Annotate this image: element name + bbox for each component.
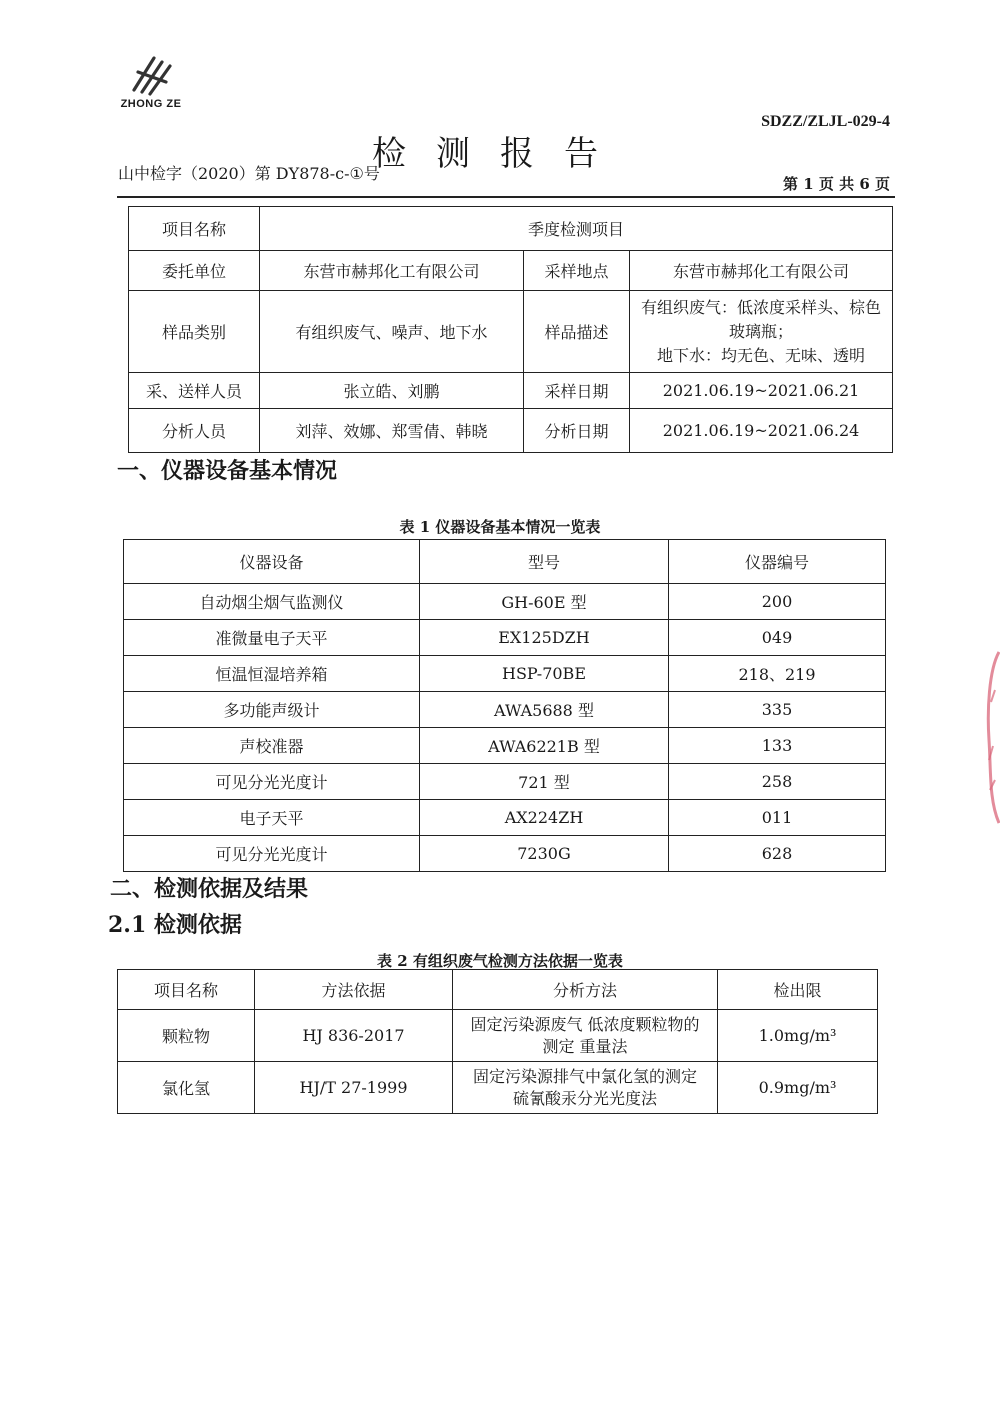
instrument-number-cell: 218、219 <box>669 656 886 692</box>
analyst-value: 刘萍、效娜、郑雪倩、韩晓 <box>260 409 524 453</box>
sampling-site-label: 采样地点 <box>524 251 630 291</box>
instrument-name-cell: 可见分光光度计 <box>124 764 420 800</box>
instrument-number-cell: 258 <box>669 764 886 800</box>
sampler-label: 采、送样人员 <box>129 373 260 409</box>
sample-desc-label: 样品描述 <box>524 291 630 373</box>
page-indicator: 第 1 页 共 6 页 <box>783 175 890 193</box>
sampler-value: 张立皓、刘鹏 <box>260 373 524 409</box>
section2-heading: 二、检测依据及结果 <box>110 876 309 902</box>
seal-stamp-fragment <box>983 650 1000 825</box>
model-cell: AWA6221B 型 <box>420 728 669 764</box>
table-row <box>124 836 886 872</box>
sample-desc-line2: 地下水：均无色、无味、透明 <box>657 345 866 365</box>
sample-type-value: 有组织废气、噪声、地下水 <box>260 291 524 373</box>
t1-header-number: 仪器编号 <box>669 540 886 584</box>
instrument-name-cell: 多功能声级计 <box>124 692 420 728</box>
instrument-name-cell: 准微量电子天平 <box>124 620 420 656</box>
instrument-name-cell: 自动烟尘烟气监测仪 <box>124 584 420 620</box>
table-row <box>124 800 886 836</box>
client-label: 委托单位 <box>129 251 260 291</box>
table-row <box>124 584 886 620</box>
t2-header-basis: 方法依据 <box>255 970 453 1010</box>
instrument-number-cell: 335 <box>669 692 886 728</box>
model-cell: HSP-70BE <box>420 656 669 692</box>
project-name-label: 项目名称 <box>129 207 260 251</box>
sampling-site-value: 东营市赫邦化工有限公司 <box>630 251 893 291</box>
table1-caption: 表 1 仪器设备基本情况一览表 <box>399 518 601 536</box>
analysis-date-value: 2021.06.19~2021.06.24 <box>630 409 893 453</box>
analysis-date-label: 分析日期 <box>524 409 630 453</box>
instrument-name-cell: 电子天平 <box>124 800 420 836</box>
model-cell: GH-60E 型 <box>420 584 669 620</box>
item-name-cell: 氯化氢 <box>118 1062 255 1114</box>
instrument-name-cell: 可见分光光度计 <box>124 836 420 872</box>
instrument-number-cell: 049 <box>669 620 886 656</box>
model-cell: AX224ZH <box>420 800 669 836</box>
table-row <box>124 728 886 764</box>
sample-desc-line1: 有组织废气：低浓度采样头、棕色玻璃瓶； <box>641 297 882 341</box>
t1-header-model: 型号 <box>420 540 669 584</box>
analysis-method-cell: 固定污染源排气中氯化氢的测定 硫氰酸汞分光光度法 <box>453 1062 718 1114</box>
sample-type-label: 样品类别 <box>129 291 260 373</box>
company-logo <box>112 52 192 116</box>
table2-caption: 表 2 有组织废气检测方法依据一览表 <box>377 952 623 970</box>
item-name-cell: 颗粒物 <box>118 1010 255 1062</box>
detection-limit-cell: 1.0mg/m³ <box>718 1010 878 1062</box>
table-row <box>124 620 886 656</box>
model-cell: 721 型 <box>420 764 669 800</box>
report-number: 山中检字（2020）第 DY878-c-①号 <box>118 164 380 183</box>
t2-header-item: 项目名称 <box>118 970 255 1010</box>
instrument-number-cell: 200 <box>669 584 886 620</box>
section2-1-heading: 2.1 检测依据 <box>108 912 242 938</box>
client-value: 东营市赫邦化工有限公司 <box>260 251 524 291</box>
table-row <box>118 1062 878 1114</box>
page-title: 检测报告 <box>372 134 628 174</box>
document-code: SDZZ/ZLJL-029-4 <box>761 113 890 130</box>
logo-mark-icon <box>112 52 192 98</box>
table-row <box>124 692 886 728</box>
model-cell: EX125DZH <box>420 620 669 656</box>
instrument-number-cell: 628 <box>669 836 886 872</box>
instrument-table <box>123 539 886 872</box>
model-cell: AWA5688 型 <box>420 692 669 728</box>
table-row <box>118 1010 878 1062</box>
section1-heading: 一、仪器设备基本情况 <box>117 458 338 484</box>
header-divider <box>117 196 895 198</box>
t2-header-method: 分析方法 <box>453 970 718 1010</box>
table-row <box>124 764 886 800</box>
project-name-value: 季度检测项目 <box>260 207 893 251</box>
analyst-label: 分析人员 <box>129 409 260 453</box>
method-basis-cell: HJ 836-2017 <box>255 1010 453 1062</box>
instrument-name-cell: 恒温恒湿培养箱 <box>124 656 420 692</box>
table-row <box>124 656 886 692</box>
sample-date-label: 采样日期 <box>524 373 630 409</box>
t1-header-instrument: 仪器设备 <box>124 540 420 584</box>
analysis-method-cell: 固定污染源废气 低浓度颗粒物的测定 重量法 <box>453 1010 718 1062</box>
sample-desc-value <box>630 291 893 373</box>
method-table <box>117 969 878 1114</box>
instrument-name-cell: 声校准器 <box>124 728 420 764</box>
logo-text: ZHONG ZE <box>120 98 182 110</box>
sample-date-value: 2021.06.19~2021.06.21 <box>630 373 893 409</box>
model-cell: 7230G <box>420 836 669 872</box>
method-basis-cell: HJ/T 27-1999 <box>255 1062 453 1114</box>
detection-limit-cell: 0.9mg/m³ <box>718 1062 878 1114</box>
t2-header-limit: 检出限 <box>718 970 878 1010</box>
instrument-number-cell: 133 <box>669 728 886 764</box>
instrument-number-cell: 011 <box>669 800 886 836</box>
project-info-table <box>128 206 893 453</box>
